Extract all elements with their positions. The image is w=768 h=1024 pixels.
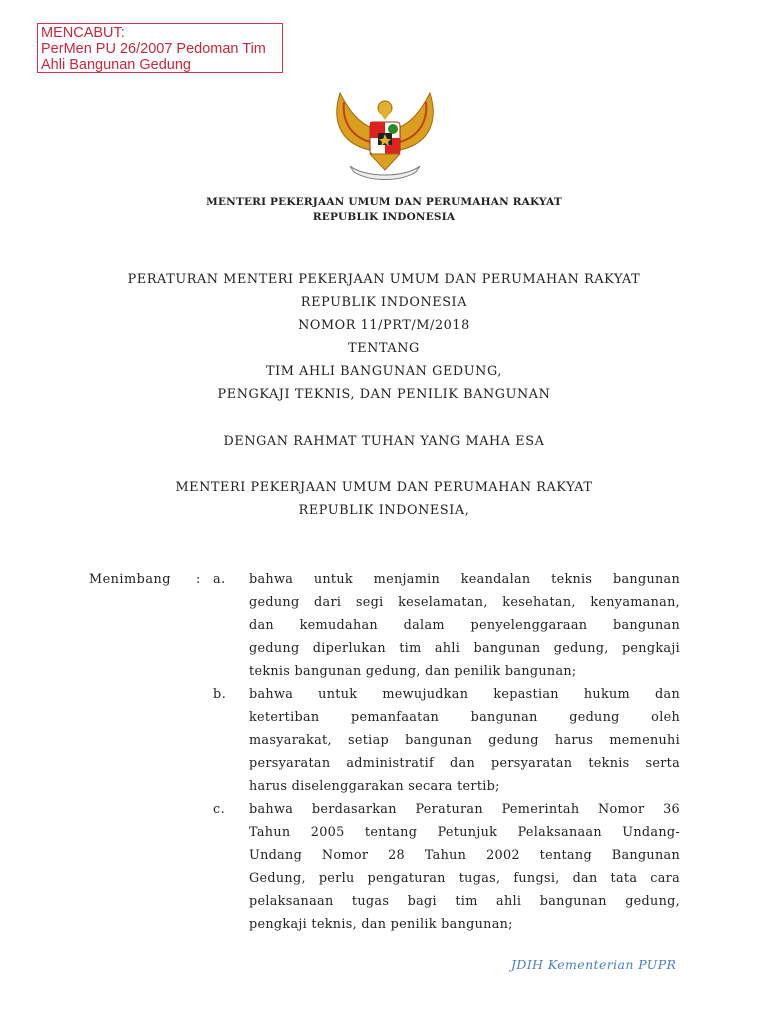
item-line: pengkaji teknis, dan penilik bangunan; (249, 917, 513, 932)
title-line: PERATURAN MENTERI PEKERJAAN UMUM DAN PERUMAHAN RAKYAT (127, 272, 641, 287)
regulation-number: NOMOR 11/PRT/M/2018 (298, 318, 470, 333)
item-marker: a. (213, 572, 226, 587)
stamp-line: Ahli Bangunan Gedung (41, 57, 191, 73)
item-line: pelaksanaan tugas bagi tim ahli bangunan gedung, (249, 894, 680, 909)
stamp-line: MENCABUT: (41, 25, 125, 41)
ministry-heading: MENTERI PEKERJAAN UMUM DAN PERUMAHAN RAKYAT (206, 196, 562, 208)
footer-watermark: JDIH Kementerian PUPR (511, 957, 677, 972)
item-line: Gedung, perlu pengaturan tugas, fungsi, dan tata cara (249, 871, 680, 886)
item-line: teknis bangunan gedung, dan penilik bangunan; (249, 664, 577, 679)
title-line: PENGKAJI TEKNIS, DAN PENILIK BANGUNAN (217, 387, 551, 402)
item-line: persyaratan administratif dan persyaratan teknis serta (249, 756, 680, 771)
item-line: bahwa berdasarkan Peraturan Pemerintah Nomor 36 (249, 802, 680, 817)
item-line: masyarakat, setiap bangunan gedung harus memenuhi (249, 733, 680, 748)
colon: : (196, 572, 201, 587)
title-line: TIM AHLI BANGUNAN GEDUNG, (266, 364, 502, 379)
title-line: TENTANG (348, 341, 420, 356)
issuer-line: REPUBLIK INDONESIA, (298, 503, 470, 518)
issuer-line: MENTERI PEKERJAAN UMUM DAN PERUMAHAN RAKYAT (175, 480, 593, 495)
invocation: DENGAN RAHMAT TUHAN YANG MAHA ESA (223, 434, 545, 449)
garuda-emblem-icon (330, 88, 440, 188)
menimbang-label: Menimbang (89, 572, 171, 587)
item-line: Tahun 2005 tentang Petunjuk Pelaksanaan Undang- (249, 825, 680, 840)
title-line: REPUBLIK INDONESIA (300, 295, 468, 310)
stamp-line: PerMen PU 26/2007 Pedoman Tim (41, 41, 266, 57)
item-line: gedung dari segi keselamatan, kesehatan, kenyamanan, (249, 595, 680, 610)
item-marker: b. (213, 687, 227, 702)
revocation-stamp (37, 23, 283, 73)
item-line: dan kemudahan dalam penyelenggaraan bangunan (249, 618, 680, 633)
item-line: Undang Nomor 28 Tahun 2002 tentang Bangunan (249, 848, 680, 863)
item-line: gedung diperlukan tim ahli bangunan gedung, pengkaji (249, 641, 680, 656)
item-line: harus diselenggarakan secara tertib; (249, 779, 500, 794)
item-line: ketertiban pemanfaatan bangunan gedung oleh (249, 710, 680, 725)
item-marker: c. (213, 802, 226, 817)
country-heading: REPUBLIK INDONESIA (312, 211, 456, 223)
item-line: bahwa untuk menjamin keandalan teknis bangunan (249, 572, 680, 587)
item-line: bahwa untuk mewujudkan kepastian hukum dan (249, 687, 680, 702)
